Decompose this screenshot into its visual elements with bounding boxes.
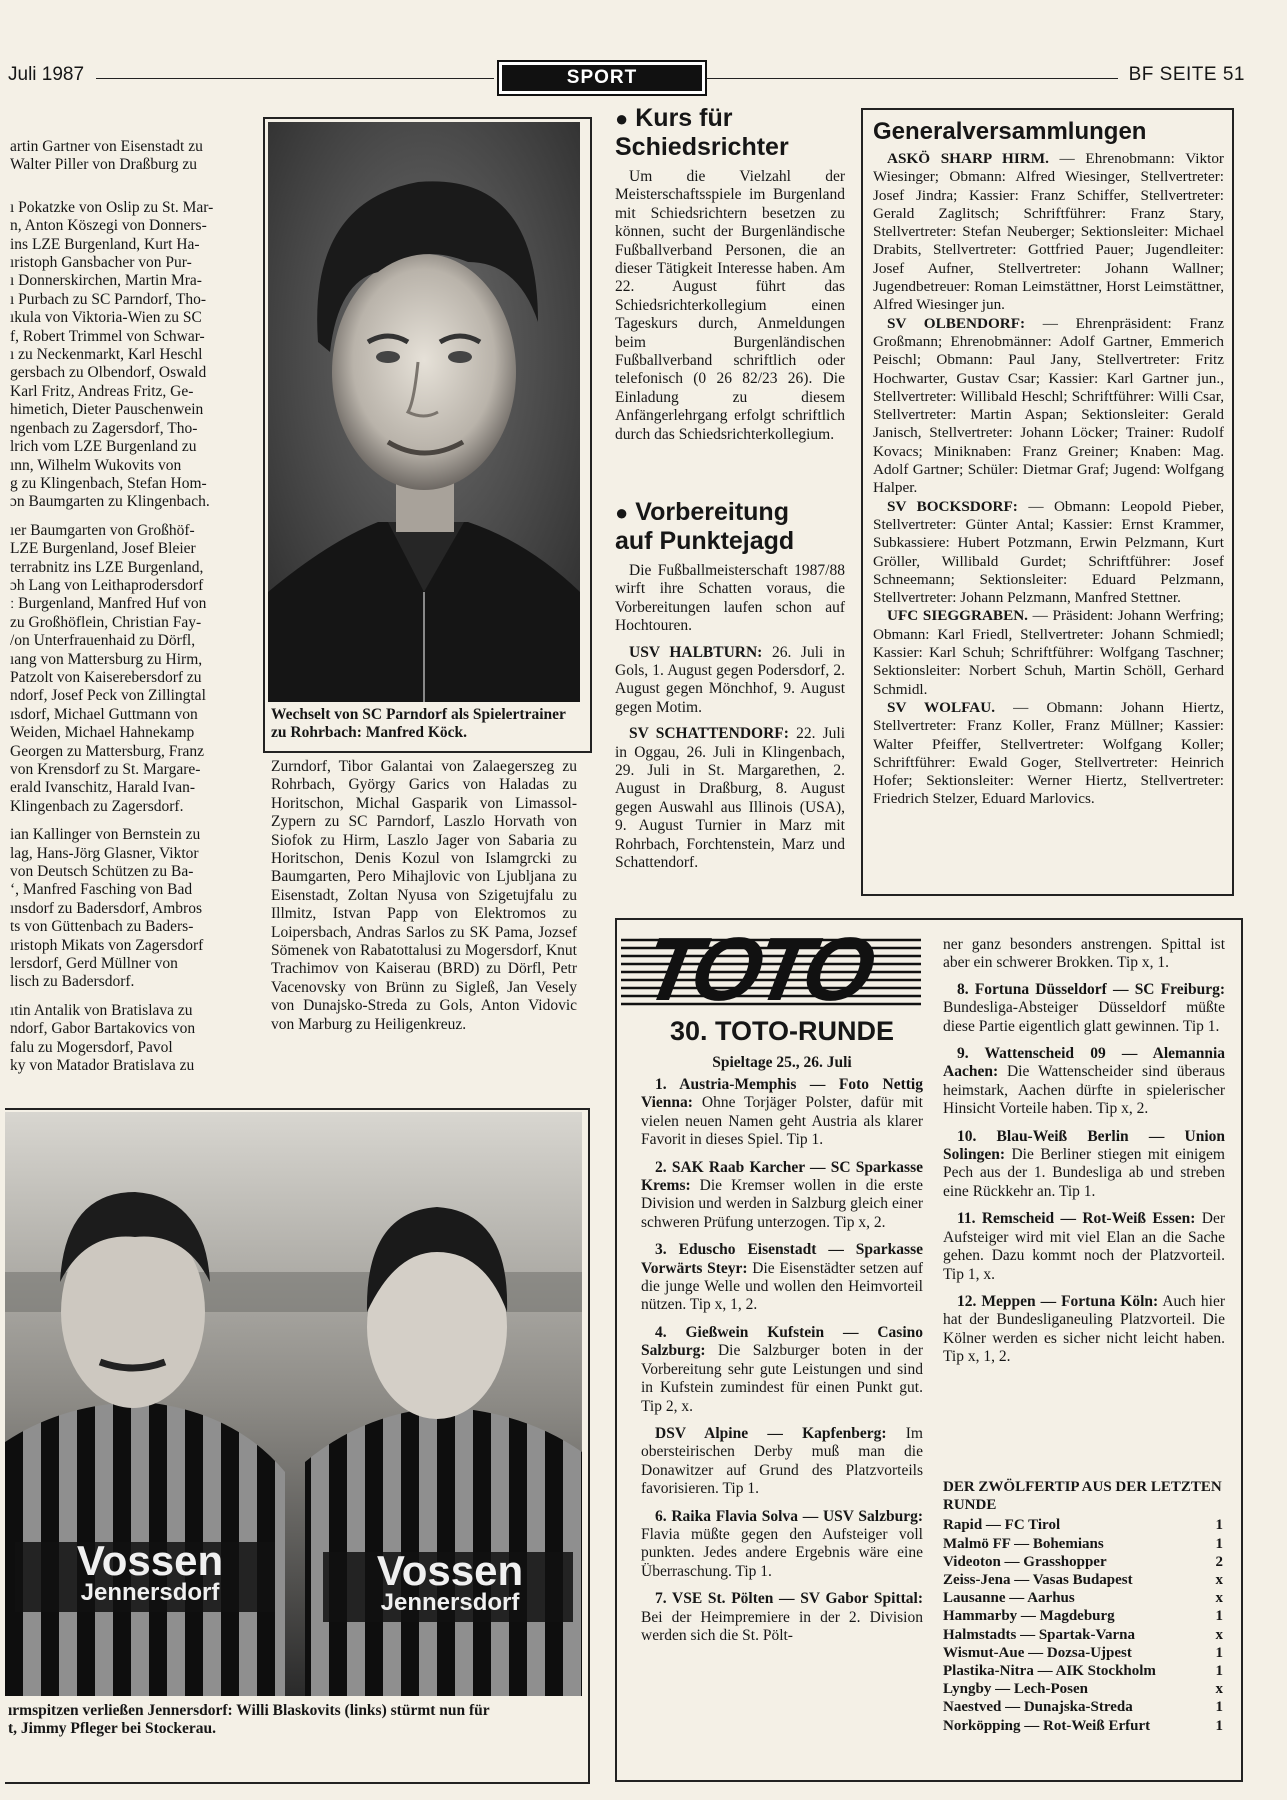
toto-result-tip: 1 — [1215, 1517, 1223, 1534]
toto-games-right — [943, 936, 1225, 1376]
transfer-line: Georgen zu Mattersburg, Franz — [10, 742, 204, 760]
transfer-line: ıtin Antalik von Bratislava zu — [10, 1001, 193, 1019]
toto-game — [943, 1210, 1225, 1284]
toto-result-row — [943, 1571, 1223, 1589]
gv-box — [861, 108, 1234, 896]
toto-result-tip: 1 — [1215, 1699, 1223, 1716]
transfer-line: Weiden, Michael Hahnekamp — [10, 724, 195, 742]
transfer-line: f, Robert Trimmel von Schwar- — [10, 327, 205, 345]
toto-game-head: 2. SAK Raab Karcher — SC Sparkasse Krems: — [641, 1158, 923, 1195]
transfer-paragraph — [10, 522, 254, 817]
transfer-line: ː Burgenland, Manfred Huf von — [10, 595, 207, 613]
toto-result-tip: 1 — [1215, 1644, 1223, 1661]
kurs-title-line-1 — [615, 104, 845, 133]
transfer-line: ı Donnerskirchen, Martin Mra- — [10, 272, 202, 290]
toto-result-match: Norköpping — Rot-Weiß Erfurt — [943, 1717, 1151, 1734]
shirt-text-right-town: Jennersdorf — [380, 1589, 520, 1616]
toto-game-text: Die Eisenstädter setzen auf die junge Welle und wollen den Heimvorteil nützen. Tip x, 1, 2. — [641, 1259, 924, 1314]
shirt-text-left-brand: Vossen — [76, 1537, 224, 1584]
transfer-line: /on Unterfrauenhaid zu Dörfl, — [10, 632, 196, 650]
gv-club: SV OLBENDORF: — [887, 314, 1026, 332]
kurs-headline — [615, 104, 845, 162]
transfer-line: ʻ, Manfred Fasching von Bad — [10, 881, 193, 899]
transfer-line: ı Purbach zu SC Parndorf, Tho- — [10, 290, 207, 308]
transfer-line: g zu Klingenbach, Stefan Hom- — [10, 474, 207, 492]
toto-result-tip: x — [1215, 1626, 1223, 1643]
transfer-line: ndorf, Gabor Bartakovics von — [10, 1020, 196, 1038]
toto-result-tip: 1 — [1215, 1608, 1223, 1625]
section-label-box — [497, 60, 707, 96]
toto-game — [641, 1159, 923, 1233]
bullet-icon: ● — [615, 500, 629, 525]
transfer-line: ıkula von Viktoria-Wien zu SC — [10, 309, 202, 327]
toto-result-match: Zeiss-Jena — Vasas Budapest — [943, 1572, 1133, 1589]
transfer-line: lisch zu Badersdorf. — [10, 973, 135, 991]
header-date: Juli 1987 — [8, 64, 85, 85]
gv-officials: — Präsident: Johann Werfring; Obmann: Karl Friedl, Stellvertreter: Johann Schmiedl; Kassier: Karl Schuh; Schriftführer: Wolfgang Taschner; Sektionsleiter: Norbert Schuh, Martin Schöll, Gerhard Schmidl. — [873, 607, 1224, 698]
toto-game — [943, 1045, 1225, 1119]
toto-result-match: Videoton — Grasshopper — [943, 1553, 1107, 1570]
toto-game — [641, 1425, 923, 1499]
toto-game-text: Die Kremser wollen in die erste Division und werden in Salzburg gleich einer schweren Prüfung unterzogen. Tip x, 2. — [641, 1177, 923, 1231]
toto-result-row — [943, 1516, 1223, 1534]
toto-game — [943, 1128, 1225, 1202]
transfer-line: Klingenbach zu Zagersdorf. — [10, 797, 184, 815]
toto-result-tip: 1 — [1215, 1535, 1223, 1552]
toto-result-row — [943, 1535, 1223, 1553]
toto-game — [641, 1324, 923, 1416]
toto-game-head: 1. Austria-Memphis — Foto Nettig Vienna: — [641, 1076, 923, 1112]
toto-result-match: Rapid — FC Tirol — [943, 1517, 1061, 1534]
toto-game-head: 10. Blau-Weiß Berlin — Union Solingen: — [943, 1127, 1225, 1164]
photo2-caption — [8, 1702, 580, 1739]
toto-result-row — [943, 1626, 1223, 1644]
toto-result-match: Halmstadts — Spartak-Varna — [943, 1626, 1135, 1643]
toto-result-tip: x — [1215, 1572, 1223, 1589]
gv-officials: — Obmann: Leopold Pieber, Stellvertreter: Günter Antal; Kassier: Ernst Krammer, Subkassiere: Hubert Potzmann, Erwin Pelzmann, Kurt Gröller, Willibald Gurdet; Schriftführer: Josef Schneemann; Sektionsleiter: Eduard Pelzmann, Stellvertreter: Johann Pelzmann, Manfred Stettner. — [873, 497, 1224, 607]
kurs-title-text-1: Kurs für — [635, 104, 733, 132]
toto-subtitle: Spieltage 25., 26. Juli — [712, 1054, 852, 1071]
gv-officials: — Ehrenpräsident: Franz Großmann; Ehrenobmänner: Adolf Gartner, Emmerich Peischl; Obmann: Paul Jany, Stellvertreter: Fritz Hochwarter, Gustav Csar; Kassier: Karl Gartner jun., Stellvertreter: Willibald Heschl; Schriftführer: Willi Csar, Stellvertreter: Martin Aspan; Sektionsleiter: Gerald Janisch, Stellvertreter: Johann Löcker; Trainer: Rudolf Kovacs; Miniknaben: Franz Greiner; Knaben: Mag. Adolf Gartner; Schüler: Dietmar Graf; Jugend: Wolfgang Halper. — [873, 314, 1225, 497]
toto-game-head: 12. Meppen — Fortuna Köln: — [957, 1292, 1159, 1310]
transfer-line: ıer Baumgarten von Großhöf- — [10, 521, 195, 539]
kurs-article — [615, 104, 845, 444]
vorb-headline — [615, 498, 845, 556]
transfer-line: lrich vom LZE Burgenland zu — [10, 438, 197, 456]
gv-club: UFC SIEGGRABEN. — [887, 607, 1028, 625]
shirt-text-right — [325, 1547, 575, 1616]
toto-result-match: Wismut-Aue — Dozsa-Ujpest — [943, 1644, 1132, 1661]
shirt-text-left — [25, 1537, 275, 1606]
section-label: SPORT — [502, 65, 702, 91]
toto-game-text: Bundesliga-Absteiger Düsseldorf müßte diese Partie eigentlich glatt gewinnen. Tip 1. — [943, 999, 1225, 1035]
transfer-line: Patzolt von Kaiserebersdorf zu — [10, 668, 202, 686]
toto-game-text: Die Salzburger boten in der Vorbereitung sehr gute Leistungen und sind in Kufstein zumindest für einen Punkt gut. Tip 2, x. — [641, 1342, 923, 1415]
transfer-paragraph — [10, 199, 254, 512]
toto-result-match: Lyngby — Lech-Posen — [943, 1681, 1089, 1698]
toto-result-row — [943, 1680, 1223, 1698]
toto-game — [943, 981, 1225, 1036]
transfer-line: erald Ivanschitz, Harald Ivan- — [10, 779, 196, 797]
vorb-schedule: 26. Juli in Gols, 1. August gegen Podersdorf, 2. August gegen Mönchhof, 9. August gegen Motim. — [615, 643, 845, 716]
toto-game-head: DSV Alpine — Kapfenberg: — [655, 1424, 887, 1442]
toto-game — [641, 1590, 923, 1645]
transfer-line: ndorf, Josef Peck von Zillingtal — [10, 687, 206, 705]
transfer-line: ı zu Neckenmarkt, Karl Heschl — [10, 346, 203, 364]
toto-result-match: Lausanne — Aarhus — [943, 1590, 1075, 1607]
toto-result-match: Hammarby — Magdeburg — [943, 1608, 1115, 1625]
header-rule-right — [706, 78, 1118, 79]
toto-result-tip: 2 — [1215, 1553, 1223, 1570]
transfer-line: Karl Fritz, Andreas Fritz, Ge- — [10, 382, 194, 400]
vorb-title-line-2: auf Punktejagd — [615, 527, 795, 555]
toto-logo-text: TOTO — [636, 920, 877, 1020]
toto-logo — [621, 920, 921, 1020]
transfer-line: ısdorf, Michael Guttmann von — [10, 705, 198, 723]
photo2-caption-line: t, Jimmy Pfleger bei Stockerau. — [8, 1720, 217, 1738]
gv-text — [873, 150, 1224, 809]
transfer-line: von Deutsch Schützen zu Ba- — [10, 863, 194, 881]
transfer-line: n, Anton Köszegi von Donners- — [10, 217, 207, 235]
transfer-line: LZE Burgenland, Josef Bleier — [10, 540, 196, 558]
toto-game-text: Die Wattenscheider sind überaus heimstark, Aachen dürfte in spielerischer Hinsicht Vorteile haben. Tip x, 2. — [943, 1063, 1225, 1118]
vorb-text — [615, 562, 845, 873]
toto-result-tip: 1 — [1215, 1663, 1223, 1680]
transfer-line: ngenbach zu Zagersdorf, Tho- — [10, 419, 198, 437]
gv-officials: — Obmann: Johann Hiertz, Stellvertreter: Franz Koller, Franz Müllner; Kassier: Walter Pfeiffer, Stellvertreter: Wolfgang Koller; Schriftführer: Ewald Goger, Stellvertreter: Heinrich Hofer; Sektionsleiter: Werner Hiertz, Stellvertreter: Friedrich Stelzer, Eduard Marlovics. — [873, 698, 1224, 808]
toto-game — [943, 1293, 1225, 1367]
transfer-line: himetich, Dieter Pauschenwein — [10, 401, 204, 419]
toto-game-text: Im obersteirischen Derby muß man die Donawitzer auf Grund des Platzvorteils favorisieren. Tip 1. — [641, 1424, 923, 1498]
gv-title: Generalversammlungen — [873, 118, 1147, 145]
transfer-line: zu Großhöflein, Christian Fay- — [10, 613, 202, 631]
toto-results — [943, 1478, 1223, 1735]
toto-results-title: DER ZWÖLFERTIP AUS DER LETZTEN RUNDE — [943, 1479, 1222, 1514]
toto-result-match: Plastika-Nitra — AIK Stockholm — [943, 1663, 1156, 1680]
toto-game-head: 3. Eduscho Eisenstadt — Sparkasse Vorwärts Steyr: — [641, 1241, 923, 1277]
vorb-schedule: 22. Juli in Oggau, 26. Juli in Klingenbach, 29. Juli in St. Margarethen, 2. August in Draßburg, 8. August gegen Auswahl aus Illinois (USA), 9. August Turnier in Marz mit Rohrbach, Forchtenstein, Marz und Schattendorf. — [615, 725, 845, 872]
vorb-intro: Die Fußballmeisterschaft 1987/88 wirft ihre Schatten voraus, die Vorbereitungen laufen schon auf Hochtouren. — [615, 562, 845, 635]
toto-game-text: Flavia müßte gegen den Aufsteiger voll punkten. Jedes andere Ergebnis wäre eine Überraschung. Tip 1. — [641, 1525, 923, 1580]
transfer-line: artin Gartner von Eisenstadt zu — [10, 138, 203, 155]
transfer-paragraph — [10, 138, 254, 175]
toto-result-row — [943, 1644, 1223, 1662]
toto-game-text: Auch hier hat der Bundesliganeuling Platzvorteil. Die Kölner werden es sicher nicht leicht haben. Tip x, 1, 2. — [943, 1292, 1225, 1366]
gv-officials: — Ehrenobmann: Viktor Wiesinger; Obmann: Alfred Wiesinger, Stellvertreter: Josef Jindra; Kassier: Franz Schiffer, Stellvertreter: Gerald Zaglitsch; Schriftführer: Franz Stary, Stellvertreter: Stefan Neuberger; Sektionsleiter: Michael Drabits, Stellvertreter: Gottfried Pauer; Jugendleiter: Josef Aufner, Stellvertreter: Johann Wallner; Jugendbetreuer: Roman Leimstättner, Horst Leimstättner, Alfred Wiesinger jun. — [873, 150, 1224, 314]
toto-result-row — [943, 1589, 1223, 1607]
gv-entry — [873, 315, 1224, 498]
transfer-line: falu zu Mogersdorf, Pavol — [10, 1038, 173, 1056]
transfer-line: ı Pokatzke von Oslip zu St. Mar- — [10, 198, 214, 216]
vorb-title-text-1: Vorbereitung — [635, 498, 789, 526]
shirt-text-left-town: Jennersdorf — [80, 1579, 220, 1606]
toto-result-row — [943, 1717, 1223, 1735]
header-page: BF SEITE 51 — [1128, 64, 1245, 85]
portrait-image — [268, 122, 580, 702]
toto-result-tip: 1 — [1215, 1717, 1223, 1734]
toto-game-head: 6. Raika Flavia Solva — USV Salzburg: — [655, 1507, 923, 1525]
vorb-team: SV SCHATTENDORF: — [629, 725, 789, 743]
toto-result-tip: x — [1215, 1681, 1223, 1698]
transfer-line: terrabnitz ins LZE Burgenland, — [10, 558, 204, 576]
transfer-line: Walter Piller von Draßburg zu — [10, 156, 197, 174]
transfer-list-left — [10, 138, 254, 1076]
gv-entry — [873, 150, 1224, 315]
transfer-paragraph — [10, 826, 254, 992]
toto-game-head: 11. Remscheid — Rot-Weiß Essen: — [957, 1210, 1196, 1228]
shirt-text-right-brand: Vossen — [376, 1547, 524, 1594]
toto-game — [641, 1076, 923, 1150]
transfer-line: lersdorf, Gerd Müllner von — [10, 955, 178, 973]
vorb-title-line-1 — [615, 498, 845, 527]
toto-box — [615, 918, 1243, 1782]
gv-entry — [873, 498, 1224, 608]
transfer-list-mid: Zurndorf, Tibor Galantai von Zalaegerszeg zu Rohrbach, György Garics von Haladas zu Horitschon, Michal Gasparik von Limassol-Zypern zu SC Parndorf, Laszlo Horvath von Siofok zu Hirm, Laszlo Jager von Sabaria zu Horitschon, Denis Kozul von Islamgrcki zu Baumgarten, Pero Mihajlovic von Ljubljana zu Eisenstadt, Zoltan Nyusa von Szigetujfalu zu Illmitz, Istvan Papp von Elektromos zu Loipersbach, Andras Sarlos zu SK Pama, Jozsef Sömenek von Rabatottalusi zu Mogersdorf, Knut Trachimov von Kaiserau (BRD) zu Dörfl, Petr Vacenovsky von Brünn zu Sigleß, Jan Vesely von Dunajsko-Streda zu Gols, Anton Vidovic von Marburg zu Heiligenkreuz. — [271, 758, 577, 1033]
transfer-line: ıristoph Mikats von Zagersdorf — [10, 936, 204, 954]
vorb-entry — [615, 644, 845, 718]
toto-game — [641, 1508, 923, 1582]
transfer-line: ian Kallinger von Bernstein zu — [10, 826, 201, 844]
toto-result-row — [943, 1662, 1223, 1680]
toto-result-row — [943, 1553, 1223, 1571]
portrait-photo — [268, 122, 580, 702]
transfer-line: ins LZE Burgenland, Kurt Ha- — [10, 235, 200, 253]
team-photo — [5, 1112, 582, 1696]
toto-continued-text: ner ganz besonders anstrengen. Spittal ist aber ein schwerer Brokken. Tip x, 1. — [943, 936, 1225, 972]
transfer-line: lag, Hans-Jörg Glasner, Viktor — [10, 844, 199, 862]
toto-results-table — [943, 1516, 1223, 1734]
header-rule-left — [96, 78, 494, 79]
photo1-caption: Wechselt von SC Parndorf als Spielertrainer zu Rohrbach: Manfred Köck. — [271, 706, 566, 742]
photo2-caption-line: ırmspitzen verließen Jennersdorf: Willi Blaskovits (links) stürmt nun für — [8, 1702, 490, 1719]
gv-entry — [873, 607, 1224, 698]
kurs-title-line-2: Schiedsrichter — [615, 133, 789, 161]
gv-club: ASKÖ SHARP HIRM. — [887, 150, 1049, 167]
vorbereitung-article — [615, 498, 845, 881]
toto-game — [641, 1241, 923, 1315]
toto-result-match: Naestved — Dunajska-Streda — [943, 1699, 1133, 1716]
toto-title: 30. TOTO-RUNDE — [669, 1016, 895, 1046]
toto-result-row — [943, 1698, 1223, 1716]
toto-result-row — [943, 1607, 1223, 1625]
toto-result-tip: x — [1215, 1590, 1223, 1607]
toto-game-text: Der Aufsteiger wird mit viel Elan an die Sache gehen. Dazu kommt noch der Platzvorteil. Tip 1, x. — [943, 1210, 1225, 1283]
toto-game-text: Die Berliner stiegen mit einigem Pech aus der 1. Bundesliga ab und streben eine Rückkehr an. Tip 1. — [943, 1146, 1225, 1200]
toto-game-head: 7. VSE St. Pölten — SV Gabor Spittal: — [655, 1590, 923, 1608]
transfer-line: von Krensdorf zu St. Margare- — [10, 761, 201, 778]
kurs-text: Um die Vielzahl der Meisterschaftsspiele im Burgenland mit Schiedsrichtern besetzen zu können, sucht der Burgenländische Fußballverband Personen, die an dieser Tätigkeit Interesse haben. Am 22. August führt das Schiedsrichterkollegium einen Tageskurs durch, Anmeldungen beim Burgenländischen Fußballverband schriftlich oder telefonisch (0 26 82/23 26). Die Einladung zu diesem Anfängerlehrgang erfolgt schriftlich durch das Schiedsrichterkollegium. — [615, 168, 845, 443]
toto-games-left — [641, 1076, 923, 1654]
toto-game-head: 8. Fortuna Düsseldorf — SC Freiburg: — [957, 980, 1225, 998]
transfer-line: ts von Güttenbach zu Baders- — [10, 918, 194, 936]
toto-game-head: 9. Wattenscheid 09 — Alemannia Aachen: — [943, 1045, 1225, 1081]
transfer-line: ky von Matador Bratislava zu — [10, 1057, 195, 1075]
vorb-entry — [615, 725, 845, 872]
vorb-team: USV HALBTURN: — [629, 643, 763, 661]
bullet-icon: ● — [615, 106, 629, 131]
transfer-line: ıristoph Gansbacher von Pur- — [10, 254, 192, 272]
gv-club: SV BOCKSDORF: — [887, 497, 1018, 515]
transfer-line: gersbach zu Olbendorf, Oswald — [10, 364, 207, 382]
transfer-line: ınsdorf zu Badersdorf, Ambros — [10, 899, 202, 917]
gv-club: SV WOLFAU. — [887, 698, 996, 716]
transfer-line: ɔh Lang von Leithaprodersdorf — [10, 576, 204, 594]
gv-entry — [873, 699, 1224, 809]
transfer-line: ınn, Wilhelm Wukovits von — [10, 456, 182, 474]
transfer-line: ıang von Mattersburg zu Hirm, — [10, 650, 203, 668]
toto-game-text: Ohne Torjäger Polster, dafür mit vielen neuen Namen geht Austria als klarer Favorit in dieses Spiel. Tip 1. — [641, 1094, 923, 1149]
transfer-line: ɔn Baumgarten zu Klingenbach. — [10, 493, 210, 511]
toto-game-text: Bei der Heimpremiere in der 2. Division werden sich die St. Pölt- — [641, 1608, 923, 1644]
toto-result-match: Malmö FF — Bohemians — [943, 1535, 1104, 1552]
toto-game-head: 4. Gießwein Kufstein — Casino Salzburg: — [641, 1323, 923, 1360]
transfer-paragraph — [10, 1002, 254, 1076]
